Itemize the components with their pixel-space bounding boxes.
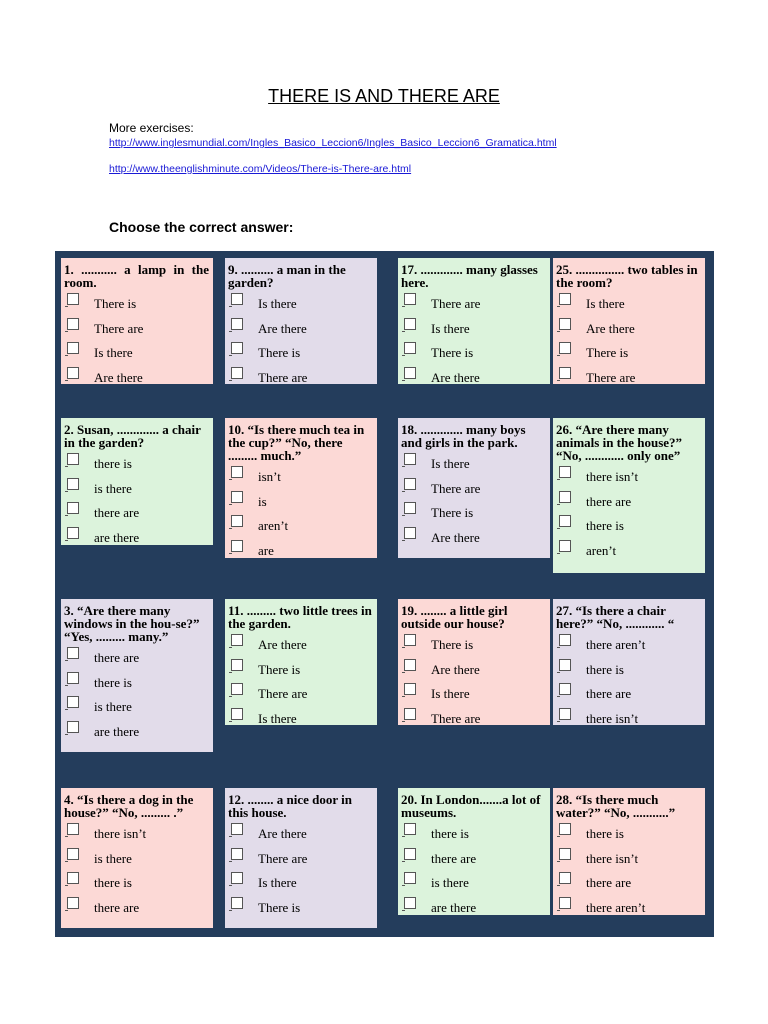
question-card: [225, 599, 377, 725]
option-label: Is there: [94, 345, 133, 361]
question-text: 20. In London.......a lot of museums.: [401, 792, 541, 820]
checkbox[interactable]: [67, 453, 79, 465]
checkbox[interactable]: [404, 897, 416, 909]
option-label: Is there: [431, 320, 470, 336]
checkbox[interactable]: [67, 647, 79, 659]
checkbox[interactable]: [67, 502, 79, 514]
question-card: [225, 258, 377, 384]
option-label: there is: [586, 518, 624, 534]
checkbox[interactable]: [67, 848, 79, 860]
answer-option[interactable]: [401, 500, 546, 525]
option-label: There are: [431, 296, 481, 311]
answer-option[interactable]: [64, 821, 209, 846]
option-label: are there: [431, 899, 477, 915]
option-label: there is: [94, 674, 132, 690]
option-label: there are: [586, 493, 632, 509]
checkbox[interactable]: [559, 491, 571, 503]
answer-option[interactable]: [556, 538, 701, 563]
answer-option[interactable]: [64, 291, 209, 316]
option-label: there isn’t: [586, 850, 639, 866]
option-label: there are: [94, 505, 140, 521]
option-label: there is: [586, 661, 624, 677]
answer-option[interactable]: [228, 489, 373, 514]
option-label: there isn’t: [586, 469, 639, 484]
checkbox[interactable]: [231, 708, 243, 720]
question-card: [398, 418, 550, 558]
checkbox[interactable]: [559, 466, 571, 478]
answer-option[interactable]: [228, 657, 373, 682]
checkbox[interactable]: [559, 515, 571, 527]
checkbox[interactable]: [67, 872, 79, 884]
option-label: Is there: [258, 710, 297, 726]
checkbox[interactable]: [559, 342, 571, 354]
question-card: [61, 788, 213, 928]
answer-option[interactable]: [401, 846, 546, 871]
answer-option[interactable]: [228, 340, 373, 365]
answer-option[interactable]: [401, 657, 546, 682]
checkbox[interactable]: [231, 293, 243, 305]
checkbox[interactable]: [559, 293, 571, 305]
answer-option[interactable]: [556, 657, 701, 682]
question-card: [61, 418, 213, 545]
answer-option[interactable]: [556, 846, 701, 871]
option-label: Are there: [431, 529, 480, 545]
option-label: There are: [258, 850, 308, 866]
answer-option[interactable]: [401, 706, 546, 731]
checkbox[interactable]: [231, 540, 243, 552]
option-label: there is: [431, 826, 469, 841]
question-text: 18. ............. many boys and girls in the park.: [401, 422, 526, 450]
option-label: There are: [258, 686, 308, 702]
question-text: 1. ........... a lamp in the room.: [64, 262, 209, 290]
checkbox[interactable]: [231, 659, 243, 671]
option-label: there are: [586, 875, 632, 891]
checkbox[interactable]: [404, 367, 416, 379]
answer-option[interactable]: [64, 670, 209, 695]
option-label: There are: [258, 369, 308, 385]
checkbox[interactable]: [67, 696, 79, 708]
answer-option[interactable]: [228, 895, 373, 920]
checkbox[interactable]: [559, 848, 571, 860]
answer-option[interactable]: [401, 821, 546, 846]
checkbox[interactable]: [559, 318, 571, 330]
question-text: 11. ......... two little trees in the garden.: [228, 603, 372, 631]
checkbox[interactable]: [231, 897, 243, 909]
question-text: 28. “Is there much water?” “No, ...........”: [556, 792, 676, 820]
question-card: [398, 258, 550, 384]
answer-option[interactable]: [401, 451, 546, 476]
answer-option[interactable]: [228, 316, 373, 341]
option-label: There are: [431, 480, 481, 496]
checkbox[interactable]: [67, 478, 79, 490]
option-label: there are: [431, 850, 477, 866]
option-label: There is: [258, 661, 301, 677]
option-label: are there: [94, 723, 140, 739]
answer-option[interactable]: [228, 538, 373, 563]
answer-option[interactable]: [401, 291, 546, 316]
checkbox[interactable]: [559, 823, 571, 835]
answer-option[interactable]: [228, 706, 373, 731]
checkbox[interactable]: [67, 672, 79, 684]
question-text: 27. “Is there a chair here?” “No, ............ “: [556, 603, 675, 631]
option-label: There is: [258, 899, 301, 915]
answer-option[interactable]: [64, 316, 209, 341]
option-label: There is: [258, 345, 301, 361]
option-label: There is: [431, 345, 474, 361]
answer-option[interactable]: [556, 316, 701, 341]
option-label: Is there: [258, 875, 297, 891]
option-label: Are there: [258, 637, 307, 652]
answer-option[interactable]: [228, 513, 373, 538]
answer-option[interactable]: [228, 291, 373, 316]
question-card: [553, 788, 705, 915]
option-label: aren’t: [258, 518, 289, 534]
checkbox[interactable]: [404, 848, 416, 860]
answer-option[interactable]: [556, 895, 701, 920]
answer-option[interactable]: [64, 694, 209, 719]
answer-option[interactable]: [556, 632, 701, 657]
answer-option[interactable]: [228, 632, 373, 657]
checkbox[interactable]: [404, 634, 416, 646]
option-label: There is: [431, 637, 474, 652]
checkbox[interactable]: [559, 683, 571, 695]
question-text: 4. “Is there a dog in the house?” “No, ......... .”: [64, 792, 194, 820]
answer-option[interactable]: [228, 464, 373, 489]
answer-option[interactable]: [401, 525, 546, 550]
answer-option[interactable]: [64, 451, 209, 476]
option-label: there isn’t: [586, 710, 639, 726]
checkbox[interactable]: [404, 478, 416, 490]
answer-option[interactable]: [64, 645, 209, 670]
question-text: 10. “Is there much tea in the cup?” “No, there ......... much.”: [228, 422, 365, 463]
question-text: 19. ........ a little girl outside our house?: [401, 603, 508, 631]
option-label: There are: [586, 369, 636, 385]
answer-option[interactable]: [401, 870, 546, 895]
option-label: there is: [586, 826, 624, 841]
option-label: Is there: [258, 296, 297, 311]
option-label: There are: [431, 710, 481, 726]
answer-option[interactable]: [556, 681, 701, 706]
question-text: 17. ............. many glasses here.: [401, 262, 538, 290]
option-label: there is: [94, 456, 132, 471]
checkbox[interactable]: [404, 318, 416, 330]
more-exercises-label: More exercises:: [109, 121, 194, 135]
checkbox[interactable]: [231, 342, 243, 354]
option-label: there are: [94, 899, 140, 915]
checkbox[interactable]: [404, 342, 416, 354]
checkbox[interactable]: [231, 823, 243, 835]
checkbox[interactable]: [231, 515, 243, 527]
option-label: Are there: [431, 661, 480, 677]
answer-option[interactable]: [228, 870, 373, 895]
checkbox[interactable]: [231, 634, 243, 646]
checkbox[interactable]: [559, 659, 571, 671]
checkbox[interactable]: [231, 872, 243, 884]
option-label: there are: [94, 650, 140, 665]
option-label: There is: [586, 345, 629, 361]
exercise-board: [55, 251, 714, 937]
checkbox[interactable]: [67, 527, 79, 539]
answer-option[interactable]: [64, 365, 209, 390]
checkbox[interactable]: [404, 293, 416, 305]
answer-option[interactable]: [64, 340, 209, 365]
answer-option[interactable]: [401, 340, 546, 365]
option-label: is: [258, 493, 267, 509]
question-text: 25. ............... two tables in the room?: [556, 262, 698, 290]
answer-option[interactable]: [401, 681, 546, 706]
checkbox[interactable]: [67, 367, 79, 379]
checkbox[interactable]: [404, 872, 416, 884]
answer-option[interactable]: [228, 365, 373, 390]
answer-option[interactable]: [64, 870, 209, 895]
question-text: 26. “Are there many animals in the house?” “No, ............ only one”: [556, 422, 683, 463]
question-card: [61, 599, 213, 752]
answer-option[interactable]: [64, 719, 209, 744]
option-label: there is: [94, 875, 132, 891]
answer-option[interactable]: [228, 681, 373, 706]
checkbox[interactable]: [67, 721, 79, 733]
checkbox[interactable]: [559, 367, 571, 379]
option-label: Is there: [431, 686, 470, 702]
option-label: Are there: [431, 369, 480, 385]
checkbox[interactable]: [404, 502, 416, 514]
question-text: 3. “Are there many windows in the hou-se?” “Yes, ......... many.”: [64, 603, 200, 644]
question-card: [553, 258, 705, 384]
answer-option[interactable]: [64, 846, 209, 871]
option-label: isn’t: [258, 469, 281, 484]
option-label: is there: [431, 875, 469, 891]
checkbox[interactable]: [231, 491, 243, 503]
option-label: There is: [94, 296, 137, 311]
checkbox[interactable]: [67, 293, 79, 305]
question-card: [398, 788, 550, 915]
answer-option[interactable]: [228, 846, 373, 871]
answer-option[interactable]: [556, 870, 701, 895]
checkbox[interactable]: [67, 318, 79, 330]
question-card: [61, 258, 213, 384]
question-card: [553, 599, 705, 725]
checkbox[interactable]: [231, 466, 243, 478]
checkbox[interactable]: [67, 342, 79, 354]
option-label: Are there: [586, 320, 635, 336]
answer-option[interactable]: [64, 525, 209, 550]
option-label: there are: [586, 686, 632, 702]
option-label: Are there: [258, 826, 307, 841]
answer-option[interactable]: [556, 340, 701, 365]
checkbox[interactable]: [404, 527, 416, 539]
checkbox[interactable]: [231, 318, 243, 330]
page-title: THERE IS AND THERE ARE: [268, 86, 500, 106]
option-label: Is there: [431, 456, 470, 471]
checkbox[interactable]: [559, 872, 571, 884]
answer-option[interactable]: [556, 513, 701, 538]
option-label: is there: [94, 480, 132, 496]
option-label: Are there: [94, 369, 143, 385]
option-label: are there: [94, 529, 140, 545]
answer-option[interactable]: [401, 316, 546, 341]
answer-option[interactable]: [556, 821, 701, 846]
option-label: there aren’t: [586, 637, 646, 652]
question-text: 2. Susan, ............. a chair in the garden?: [64, 422, 201, 450]
option-label: are: [258, 542, 274, 558]
checkbox[interactable]: [404, 683, 416, 695]
instruction-text: Choose the correct answer:: [109, 219, 294, 235]
answer-option[interactable]: [401, 895, 546, 920]
checkbox[interactable]: [404, 659, 416, 671]
checkbox[interactable]: [559, 708, 571, 720]
question-card: [225, 418, 377, 558]
checkbox[interactable]: [67, 897, 79, 909]
option-label: aren’t: [586, 542, 617, 558]
question-card: [398, 599, 550, 725]
answer-option[interactable]: [401, 476, 546, 501]
exercise-link-2[interactable]: http://www.theenglishminute.com/Videos/There-is-There-are.html: [109, 163, 412, 175]
option-label: There is: [431, 505, 474, 521]
checkbox[interactable]: [559, 634, 571, 646]
checkbox[interactable]: [67, 823, 79, 835]
checkbox[interactable]: [231, 683, 243, 695]
checkbox[interactable]: [404, 453, 416, 465]
answer-option[interactable]: [228, 821, 373, 846]
question-text: 9. .......... a man in the garden?: [228, 262, 346, 290]
answer-option[interactable]: [556, 365, 701, 390]
checkbox[interactable]: [404, 708, 416, 720]
answer-option[interactable]: [401, 632, 546, 657]
question-card: [553, 418, 705, 573]
answer-option[interactable]: [64, 500, 209, 525]
option-label: Is there: [586, 296, 625, 311]
answer-option[interactable]: [401, 365, 546, 390]
checkbox[interactable]: [559, 897, 571, 909]
answer-option[interactable]: [556, 706, 701, 731]
checkbox[interactable]: [231, 367, 243, 379]
checkbox[interactable]: [231, 848, 243, 860]
answer-option[interactable]: [556, 291, 701, 316]
exercise-link-1[interactable]: http://www.inglesmundial.com/Ingles_Basico_Leccion6/Ingles_Basico_Leccion6_Gramatica.html: [109, 137, 557, 149]
option-label: there isn’t: [94, 826, 147, 841]
answer-option[interactable]: [64, 476, 209, 501]
answer-option[interactable]: [556, 464, 701, 489]
option-label: There are: [94, 320, 144, 336]
option-label: is there: [94, 850, 132, 866]
option-label: is there: [94, 699, 132, 715]
checkbox[interactable]: [559, 540, 571, 552]
option-label: Are there: [258, 320, 307, 336]
answer-option[interactable]: [556, 489, 701, 514]
answer-option[interactable]: [64, 895, 209, 920]
question-card: [225, 788, 377, 928]
question-text: 12. ........ a nice door in this house.: [228, 792, 352, 820]
checkbox[interactable]: [404, 823, 416, 835]
option-label: there aren’t: [586, 899, 646, 915]
